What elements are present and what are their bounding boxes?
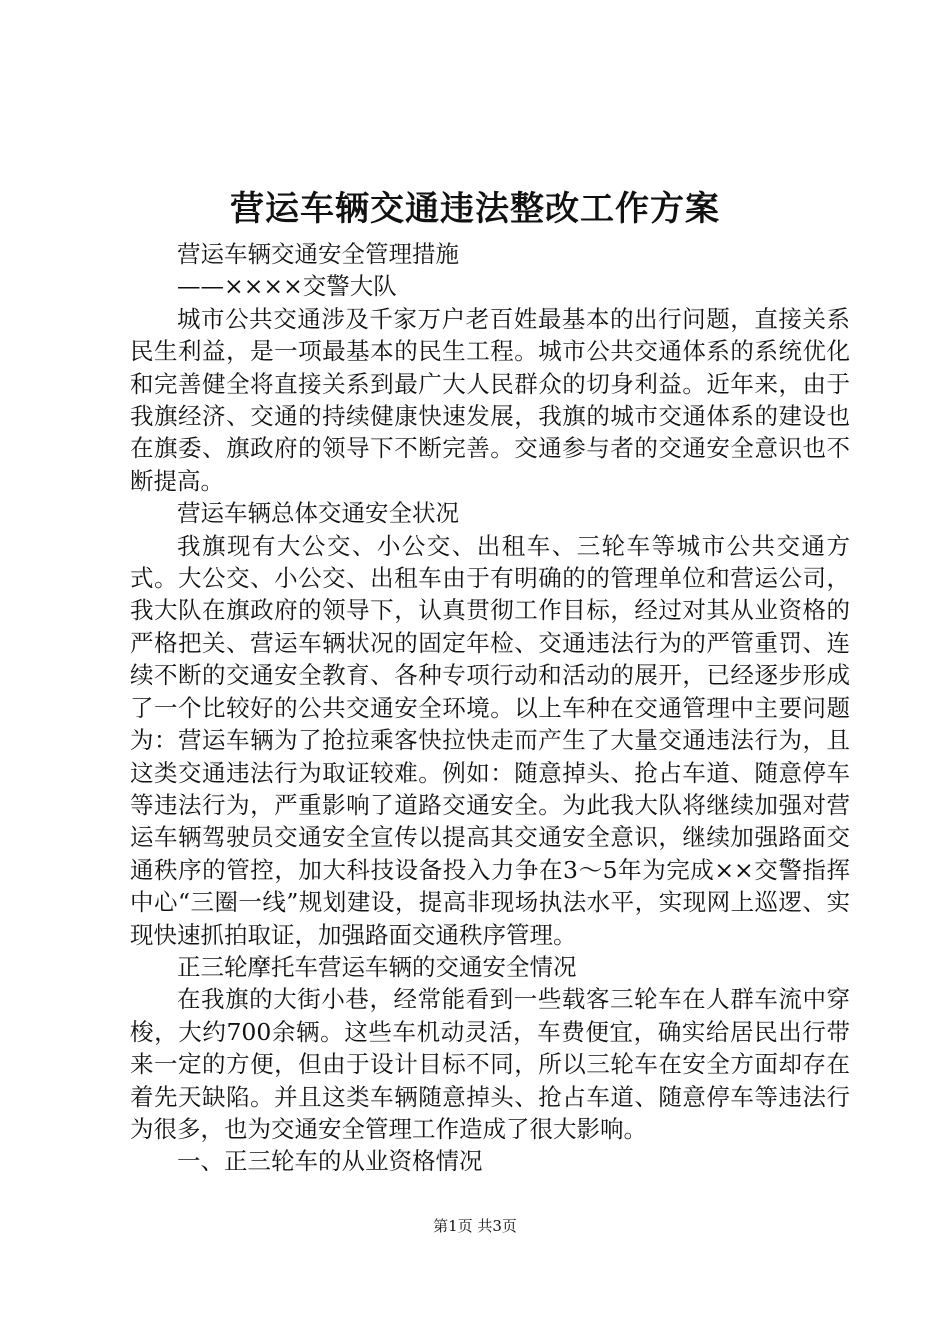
page-number-footer: 第1页 共3页: [433, 1217, 517, 1235]
section-heading: 一、正三轮车的从业资格情况: [177, 1147, 483, 1176]
document-body: [130, 238, 850, 1178]
section-heading: 营运车辆总体交通安全状况: [177, 499, 459, 528]
body-paragraph: 我旗现有大公交、小公交、出租车、三轮车等城市公共交通方式。大公交、小公交、出租车由于有明确的的管理单位和营运公司，我大队在旗政府的领导下，认真贯彻工作目标，经过对其从业资格的严格把关、营运车辆状况的固定年检、交通违法行为的严管重罚、连续不断的交通安全教育、各种专项行动和活动的展开，已经逐步形成了一个比较好的公共交通安全环境。以上车种在交通管理中主要问题为：营运车辆为了抢拉乘客快拉快走而产生了大量交通违法行为，且这类交通违法行为取证较难。例如：随意掉头、抢占车道、随意停车等违法行为，严重影响了道路交通安全。为此我大队将继续加强对营运车辆驾驶员交通安全宣传以提高其交通安全意识，继续加强路面交通秩序的管控，加大科技设备投入力争在3～5年为完成××交警指挥中心“三圈一线”规划建设，提高非现场执法水平，实现网上巡逻、实现快速抓拍取证，加强路面交通秩序管理。: [130, 531, 850, 949]
body-paragraph: 城市公共交通涉及千家万户老百姓最基本的出行问题，直接关系民生利益，是一项最基本的民生工程。城市公共交通体系的系统优化和完善健全将直接关系到最广大人民群众的切身利益。近年来，由于我旗经济、交通的持续健康快速发展，我旗的城市交通体系的建设也在旗委、旗政府的领导下不断完善。交通参与者的交通安全意识也不断提高。: [130, 304, 850, 495]
author-line: ——××××交警大队: [177, 272, 397, 301]
document-title: 营运车辆交通违法整改工作方案: [230, 189, 720, 229]
body-paragraph: 在我旗的大街小巷，经常能看到一些载客三轮车在人群车流中穿梭，大约700余辆。这些车机动灵活，车费便宜，确实给居民出行带来一定的方便，但由于设计目标不同，所以三轮车在安全方面却存在着先天缺陷。并且这类车辆随意掉头、抢占车道、随意停车等违法行为很多，也为交通安全管理工作造成了很大影响。: [130, 985, 850, 1143]
section-heading: 营运车辆交通安全管理措施: [177, 240, 459, 268]
section-heading: 正三轮摩托车营运车辆的交通安全情况: [177, 952, 577, 981]
